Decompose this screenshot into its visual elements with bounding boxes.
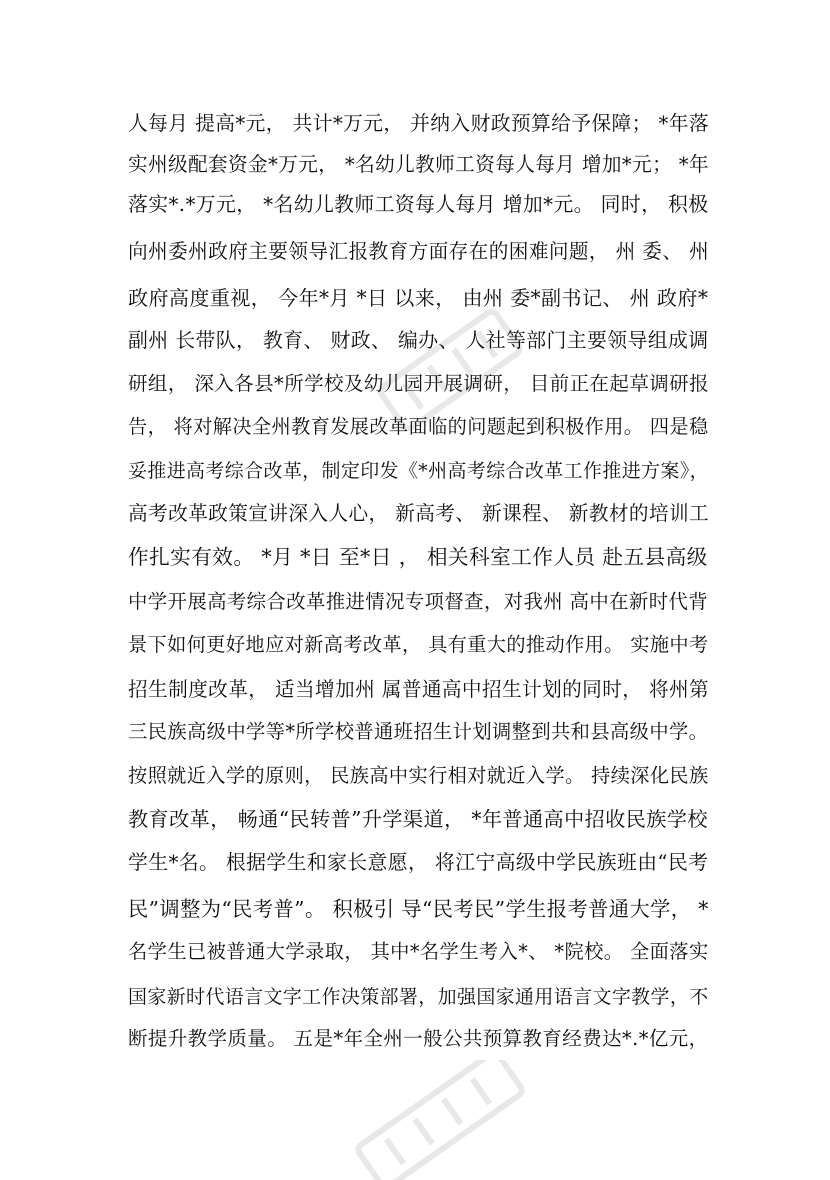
body-line-2: 实州级配套资金*万元， *名幼儿教师工资每人每月 增加*元； *年 [128,153,709,176]
body-line-9: 妥推进高考综合改革，制定印发《*州高考综合改革工作推进方案》， [128,460,709,482]
body-line-13: 景下如何更好地应对新高考改革， 具有重大的推动作用。 实施中考 [128,633,709,656]
watermark-bottom [330,1060,550,1180]
body-line-12: 中学开展高考综合改革推进情况专项督查，对我州 高中在新时代背 [128,590,709,613]
body-line-1: 人每月 提高*元， 共计*万元， 并纳入财政预算给予保障； *年落 [128,112,709,135]
body-line-5: 政府高度重视， 今年*月 *日 以来， 由州 委*副书记、 州 政府* [128,286,709,310]
body-line-19: 民”调整为“民考普”。 积极引 导“民考民”学生报考普通大学， * [128,897,709,921]
body-line-8: 告， 将对解决全州教育发展改革面临的问题起到积极作用。 四是稳 [128,415,709,438]
body-line-14: 招生制度改革， 适当增加州 属普通高中招生计划的同时， 将州第 [128,678,710,701]
body-line-15: 三民族高级中学等*所学校普通班招生计划调整到共和县高级中学。 [128,720,709,743]
body-line-16: 按照就近入学的原则， 民族高中实行相对就近入学。 持续深化民族 [128,764,709,787]
body-line-18: 学生*名。 根据学生和家长意愿， 将江宁高级中学民族班由“民考 [128,851,709,874]
body-line-6: 副州 长带队， 教育、 财政、 编办、 人社等部门主要领导组成调 [128,329,709,352]
body-line-21: 国家新时代语言文字工作决策部署，加强国家通用语言文字教学，不 [128,986,709,1008]
body-line-11: 作扎实有效。 *月 *日 至*日 ， 相关科室工作人员 赴五县高级 [128,545,708,569]
body-line-17: 教育改革， 畅通“民转普”升学渠道， *年普通高中招收民族学校 [128,807,708,831]
body-line-22: 断提升教学质量。 五是*年全州一般公共预算教育经费达*.*亿元， [128,1027,709,1050]
body-line-7: 研组， 深入各县*所学校及幼儿园开展调研， 目前正在起草调研报 [128,372,709,395]
body-line-4: 向州委州政府主要领导汇报教育方面存在的困难问题， 州 委、 州 [128,240,710,263]
body-line-10: 高考改革政策宣讲深入人心， 新高考、 新课程、 新教材的培训工 [128,502,710,525]
body-line-20: 名学生已被普通大学录取， 其中*名学生考入*、 *院校。 全面落实 [128,940,709,963]
body-line-3: 落实*.*万元， *名幼儿教师工资每人每月 增加*元。 同时， 积极 [128,193,709,216]
